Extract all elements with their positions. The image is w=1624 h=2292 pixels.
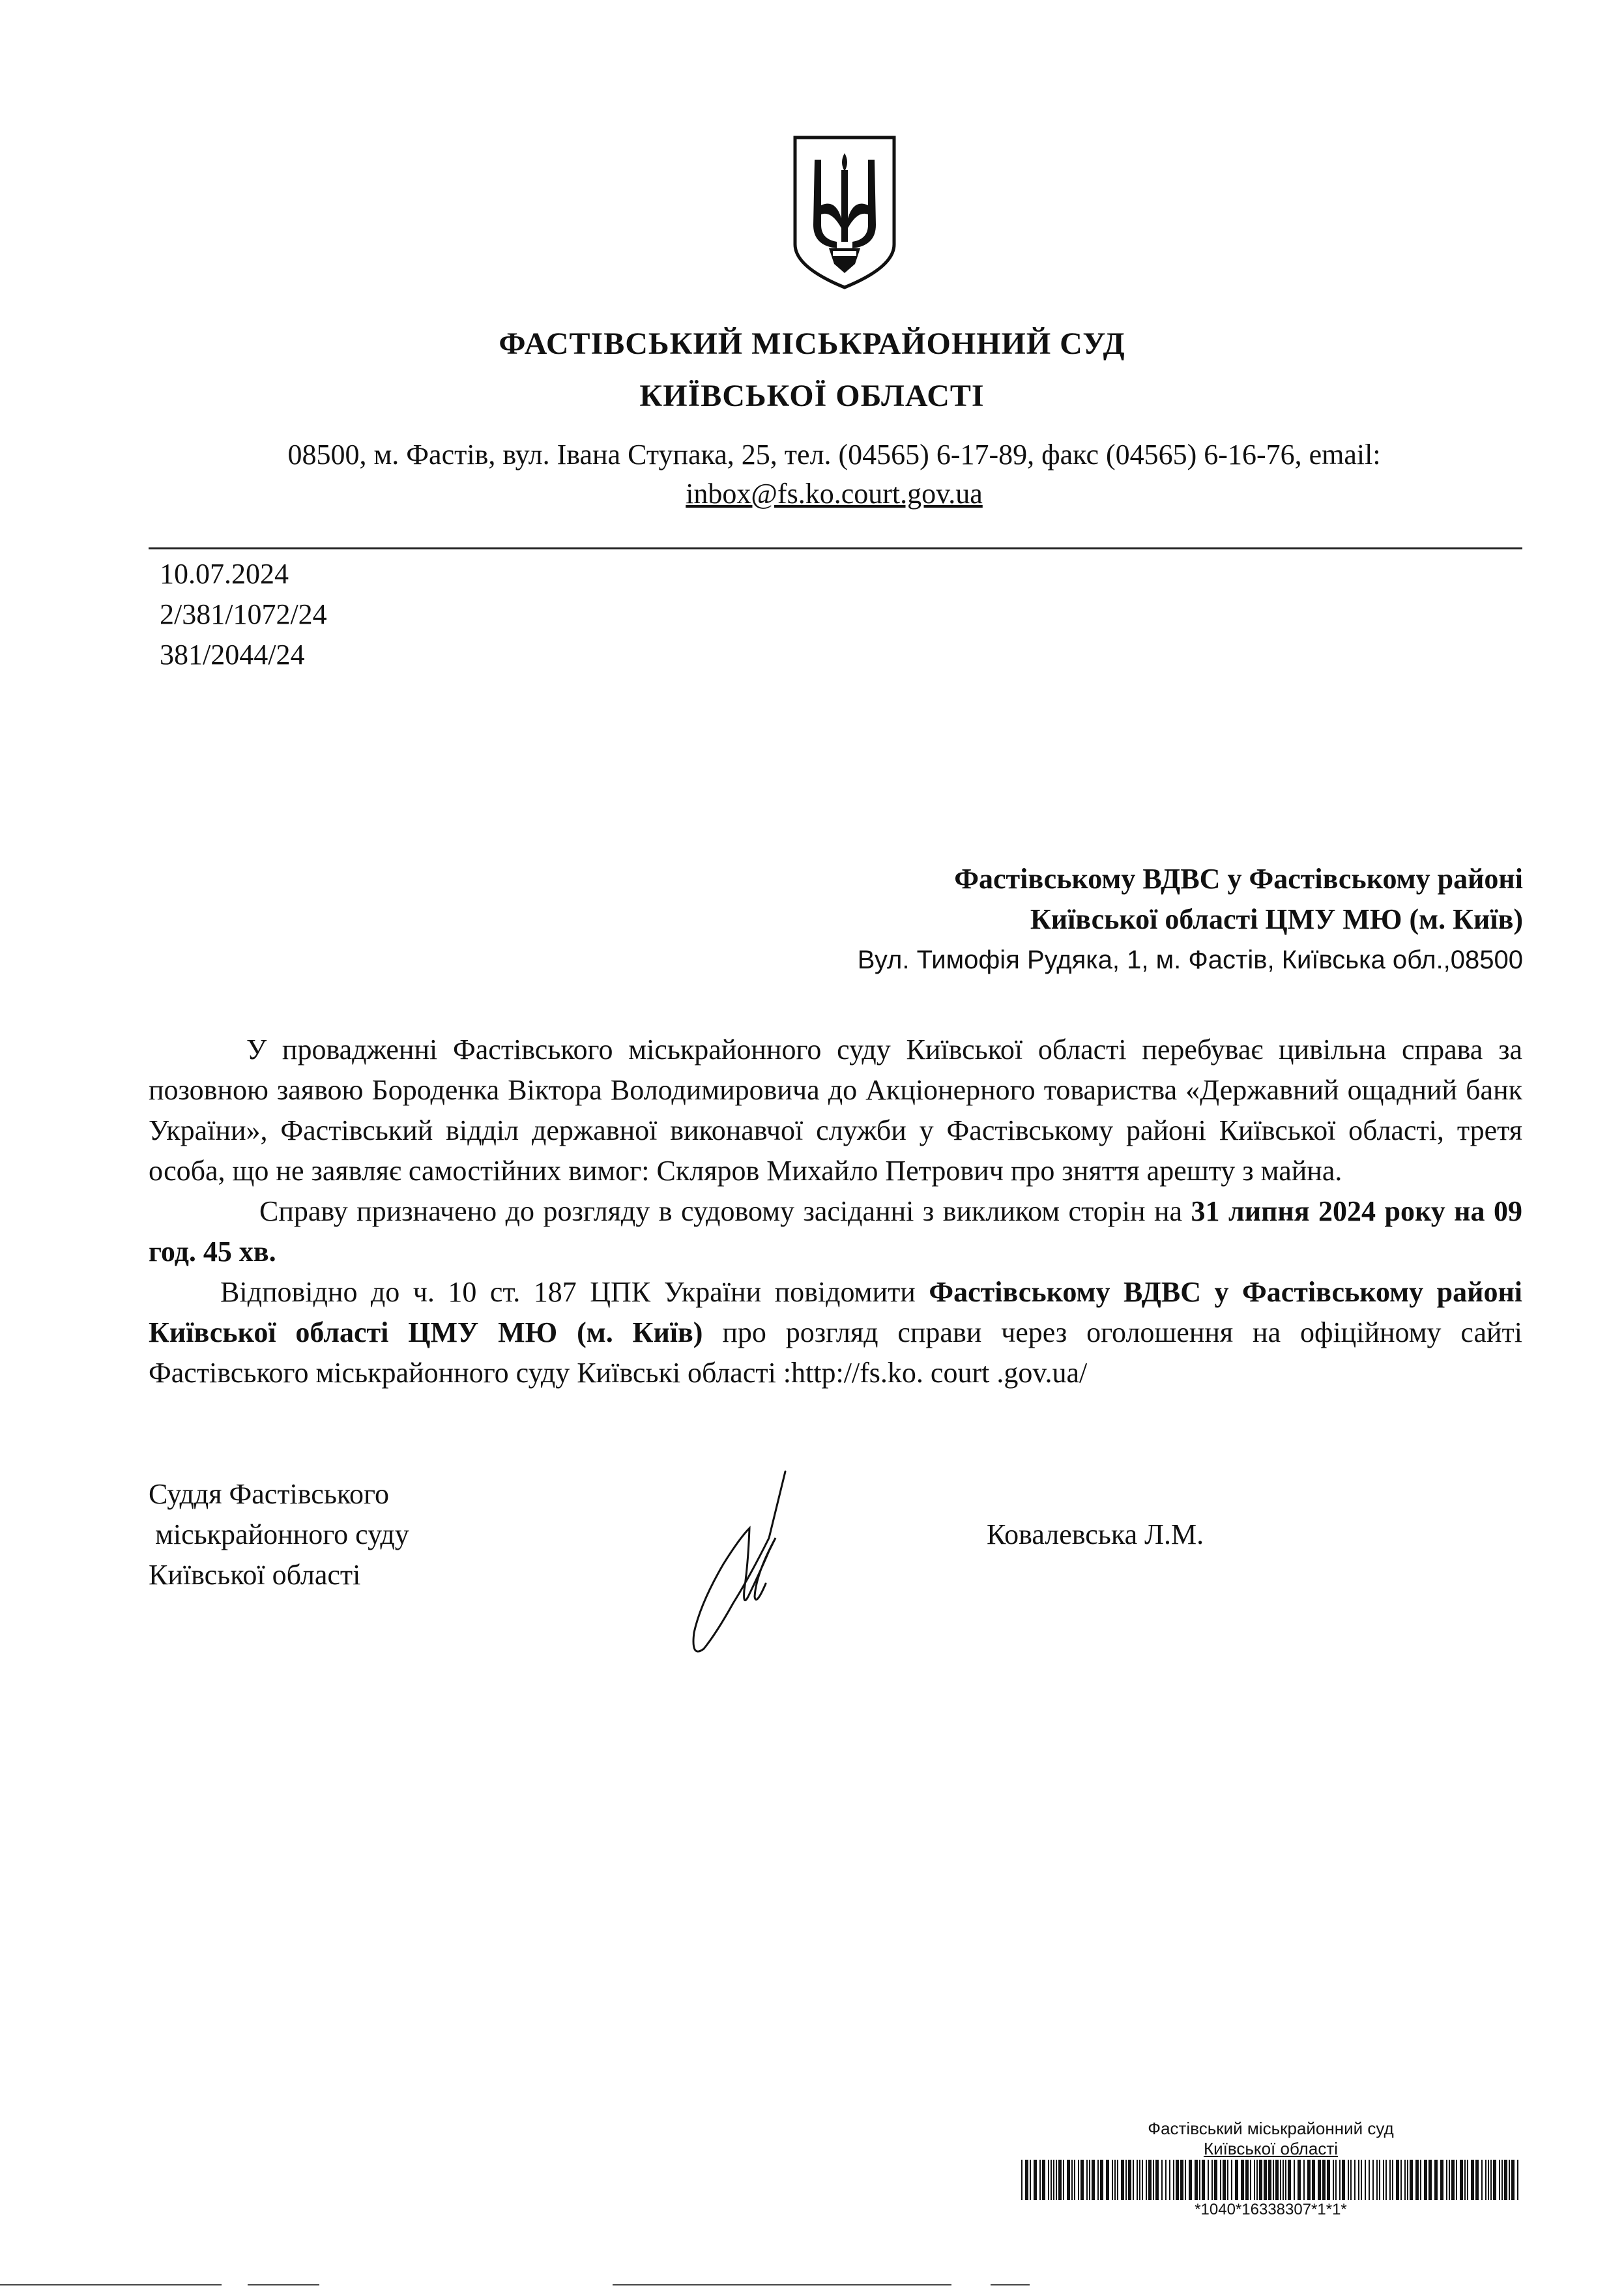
- barcode-bar: [1106, 2160, 1109, 2200]
- barcode-bar: [1283, 2160, 1284, 2200]
- barcode-bar: [1173, 2160, 1174, 2200]
- barcode-bar: [1250, 2160, 1251, 2200]
- barcode-bar: [1493, 2160, 1496, 2200]
- barcode-bar: [1165, 2160, 1167, 2200]
- barcode-bar: [1121, 2160, 1124, 2200]
- barcode-bar: [1275, 2160, 1279, 2200]
- barcode-bar: [1114, 2160, 1116, 2200]
- barcode-bar: [1365, 2160, 1366, 2200]
- barcode-bar: [1208, 2160, 1209, 2200]
- court-address-text: 08500, м. Фастів, вул. Івана Ступака, 25, тел. (04565) 6-17-89, факс (04565) 6-16-76, email:: [287, 439, 1381, 471]
- letter-body: [149, 1030, 1522, 1393]
- barcode-number: *1040*16338307*1*1*: [1195, 2201, 1347, 2218]
- barcode-bar: [1342, 2160, 1345, 2200]
- notice-text-1: Відповідно до ч. 10 ст. 187 ЦПК України повідомити: [220, 1276, 916, 1308]
- barcode-bar: [1440, 2160, 1443, 2200]
- court-email-link[interactable]: inbox@fs.ko.court.gov.ua: [686, 478, 983, 510]
- body-paragraph-2: [149, 1191, 1522, 1272]
- barcode-bar: [1392, 2160, 1393, 2200]
- barcode-bar: [1456, 2160, 1457, 2200]
- barcode-bar: [1264, 2160, 1267, 2200]
- barcode-bar: [1499, 2160, 1500, 2200]
- hearing-datetime: 31 липня 2024 року на 09 год. 45 хв.: [149, 1195, 1523, 1268]
- barcode-bar: [1176, 2160, 1179, 2200]
- barcode-bar: [1415, 2160, 1419, 2200]
- barcode-bar: [1227, 2160, 1228, 2200]
- barcode-bar: [1333, 2160, 1334, 2200]
- barcode-bar: [1460, 2160, 1463, 2200]
- barcode-bar: [1078, 2160, 1079, 2200]
- barcode-bar: [1471, 2160, 1474, 2200]
- barcode-bar: [1400, 2160, 1402, 2200]
- barcode-bar: [1288, 2160, 1291, 2200]
- hearing-text: Справу призначено до розгляду в судовому засіданні з викликом сторін на: [259, 1195, 1183, 1227]
- barcode-bar: [1410, 2160, 1413, 2200]
- barcode-bar: [1298, 2160, 1301, 2200]
- barcode-bar: [1485, 2160, 1486, 2200]
- barcode-bar: [1504, 2160, 1507, 2200]
- barcode-bar: [1490, 2160, 1492, 2200]
- barcode-bar: [1475, 2160, 1479, 2200]
- barcode-bar: [1195, 2160, 1198, 2200]
- notice-recipient: Фастівському ВДВС у Фастівському районі Київської області ЦМУ МЮ (м. Київ): [149, 1276, 1523, 1348]
- stamp-line2: Київської області: [1203, 2139, 1339, 2158]
- barcode-bar: [1318, 2160, 1321, 2200]
- barcode-bar: [1303, 2160, 1305, 2200]
- barcode-bar: [1327, 2160, 1330, 2200]
- body-paragraph-1: У провадженні Фастівського міськрайонного суду Київської області перебуває цивільна справа за позовною заявою Бороденка Віктора Володимировича до Акціонерного товариства «Державний ощадний банк України», Фастівський відділ державної виконавчої служби у Фастівському районі Київської області, третя особа, що не заявляє самостійних вимог: Скляров Михайло Петрович про зняття арешту з майна.: [149, 1034, 1522, 1187]
- body-paragraph-3: [149, 1272, 1522, 1393]
- barcode-bar: [1089, 2160, 1090, 2200]
- case-number: 381/2044/24: [160, 639, 305, 671]
- barcode-bar: [1071, 2160, 1073, 2200]
- barcode-bar: [1517, 2160, 1518, 2200]
- scan-edge-mark: [0, 2284, 222, 2285]
- barcode-bar: [1389, 2160, 1391, 2200]
- barcode-bar: [1067, 2160, 1070, 2200]
- barcode-bar: [1376, 2160, 1378, 2200]
- barcode-bar: [1488, 2160, 1489, 2200]
- barcode-bar: [1467, 2160, 1468, 2200]
- handwritten-signature-icon: [671, 1466, 802, 1655]
- document-date: 10.07.2024: [160, 558, 289, 590]
- barcode-bar: [1148, 2160, 1152, 2200]
- court-name-line2: КИЇВСЬКОЇ ОБЛАСТІ: [639, 379, 985, 413]
- barcode-bar: [1312, 2160, 1315, 2200]
- barcode-bar: [1199, 2160, 1200, 2200]
- barcode-bar: [1245, 2160, 1249, 2200]
- barcode-bar: [1063, 2160, 1064, 2200]
- barcode-bar: [1285, 2160, 1286, 2200]
- barcode-bar: [1153, 2160, 1154, 2200]
- judge-title-line1: Суддя Фастівського: [149, 1478, 389, 1510]
- judge-title-line3: Київської області: [149, 1559, 361, 1591]
- barcode-bar: [1211, 2160, 1213, 2200]
- barcode-bar: [1092, 2160, 1095, 2200]
- barcode-bar: [1259, 2160, 1262, 2200]
- barcode-bar: [1117, 2160, 1118, 2200]
- barcode-bar: [1169, 2160, 1170, 2200]
- judge-title-line2: міськрайонного суду: [155, 1518, 409, 1550]
- barcode-bar: [1348, 2160, 1349, 2200]
- barcode-bar: [1058, 2160, 1062, 2200]
- barcode-bar: [1220, 2160, 1221, 2200]
- stamp-line1: Фастівський міськрайонний суд: [1148, 2119, 1394, 2138]
- barcode-bar: [1361, 2160, 1362, 2200]
- barcode-bar: [1446, 2160, 1447, 2200]
- barcode-bar: [1053, 2160, 1054, 2200]
- barcode-bar: [1133, 2160, 1134, 2200]
- outgoing-number: 2/381/1072/24: [160, 598, 327, 630]
- registration-stamp: [1017, 2118, 1525, 2220]
- barcode-bar: [1039, 2160, 1041, 2200]
- barcode-bar: [1464, 2160, 1466, 2200]
- trident-coat-of-arms-icon: [790, 134, 899, 290]
- barcode-bar: [1214, 2160, 1217, 2200]
- barcode-bar: [1385, 2160, 1387, 2200]
- barcode-bar: [1125, 2160, 1127, 2200]
- barcode-bar: [1322, 2160, 1326, 2200]
- barcode-bar: [1379, 2160, 1380, 2200]
- recipient-block: [858, 859, 1523, 980]
- barcode-bar: [1189, 2160, 1192, 2200]
- barcode-bar: [1056, 2160, 1057, 2200]
- barcode-bar: [1202, 2160, 1205, 2200]
- barcode-bar: [1420, 2160, 1421, 2200]
- document-references: [160, 554, 327, 675]
- barcode-bar: [1161, 2160, 1163, 2200]
- barcode-bar: [1404, 2160, 1406, 2200]
- recipient-line2: Київської області ЦМУ МЮ (м. Київ): [1030, 903, 1523, 935]
- barcode-bar: [1231, 2160, 1232, 2200]
- barcode-bar: [1481, 2160, 1483, 2200]
- barcode-bar: [1451, 2160, 1455, 2200]
- scan-edge-mark: [991, 2284, 1030, 2285]
- barcode-bar: [1509, 2160, 1510, 2200]
- barcode-bar: [1185, 2160, 1186, 2200]
- barcode-bar: [1335, 2160, 1337, 2200]
- barcode-bar: [1025, 2160, 1028, 2200]
- barcode-bar: [1030, 2160, 1031, 2200]
- barcode-bar: [1372, 2160, 1374, 2200]
- barcode-bar: [1273, 2160, 1274, 2200]
- barcode-bar: [1307, 2160, 1311, 2200]
- barcode-bar: [1080, 2160, 1084, 2200]
- judge-title: [149, 1474, 409, 1595]
- barcode-bar: [1097, 2160, 1099, 2200]
- court-name-line1: ФАСТІВСЬКИЙ МІСЬКРАЙОННИЙ СУД: [499, 326, 1125, 361]
- barcode-bar: [1369, 2160, 1370, 2200]
- barcode-bar: [1501, 2160, 1503, 2200]
- barcode-bar: [1100, 2160, 1103, 2200]
- barcode-bar: [1407, 2160, 1408, 2200]
- barcode-bar: [1042, 2160, 1045, 2200]
- barcode-bar: [1021, 2160, 1022, 2200]
- scan-edge-mark: [613, 2284, 951, 2285]
- notice-text-2: про розгляд справи через оголошення на офіційному сайті Фастівського міськрайонного суду Київські області :http://fs.ko. court .gov.ua/: [149, 1316, 1523, 1389]
- barcode-bar: [1048, 2160, 1049, 2200]
- barcode-bar: [1396, 2160, 1399, 2200]
- barcode-bar: [1434, 2160, 1438, 2200]
- barcode-bar: [1339, 2160, 1341, 2200]
- barcode-bar: [1428, 2160, 1432, 2200]
- barcode-bar: [1086, 2160, 1088, 2200]
- barcode-bar: [1128, 2160, 1131, 2200]
- barcode-bar: [1449, 2160, 1450, 2200]
- barcode-bar: [1051, 2160, 1052, 2200]
- barcode-bar: [1241, 2160, 1244, 2200]
- barcode-bar: [1254, 2160, 1255, 2200]
- barcode-bar: [1142, 2160, 1143, 2200]
- barcode-bar: [1146, 2160, 1147, 2200]
- barcode-bar: [1180, 2160, 1183, 2200]
- barcode-bar: [1223, 2160, 1226, 2200]
- barcode-bar: [1155, 2160, 1159, 2200]
- barcode-bar: [1235, 2160, 1238, 2200]
- barcode-bar: [1112, 2160, 1113, 2200]
- barcode-bar: [1034, 2160, 1037, 2200]
- barcode-bar: [1424, 2160, 1427, 2200]
- barcode-bar: [1280, 2160, 1281, 2200]
- judge-name: Ковалевська Л.М.: [987, 1518, 1204, 1550]
- barcode-bar: [1294, 2160, 1295, 2200]
- recipient-address: Вул. Тимофія Рудяка, 1, м. Фастів, Київська обл.,08500: [857, 946, 1523, 974]
- court-address: [196, 435, 1473, 514]
- scan-edge-mark: [248, 2284, 319, 2285]
- barcode-bar: [1139, 2160, 1140, 2200]
- barcode-bar: [1358, 2160, 1359, 2200]
- barcode-bar: [1256, 2160, 1258, 2200]
- barcode-bar: [1354, 2160, 1356, 2200]
- recipient-line1: Фастівському ВДВС у Фастівському районі: [954, 863, 1523, 895]
- header-divider: [149, 547, 1522, 549]
- barcode-bar: [1511, 2160, 1515, 2200]
- barcode-bar: [1383, 2160, 1384, 2200]
- barcode-bar: [1137, 2160, 1138, 2200]
- barcode-bar: [1350, 2160, 1352, 2200]
- barcode-bar: [1074, 2160, 1075, 2200]
- barcode-icon: [1020, 2160, 1522, 2200]
- barcode-bar: [1268, 2160, 1271, 2200]
